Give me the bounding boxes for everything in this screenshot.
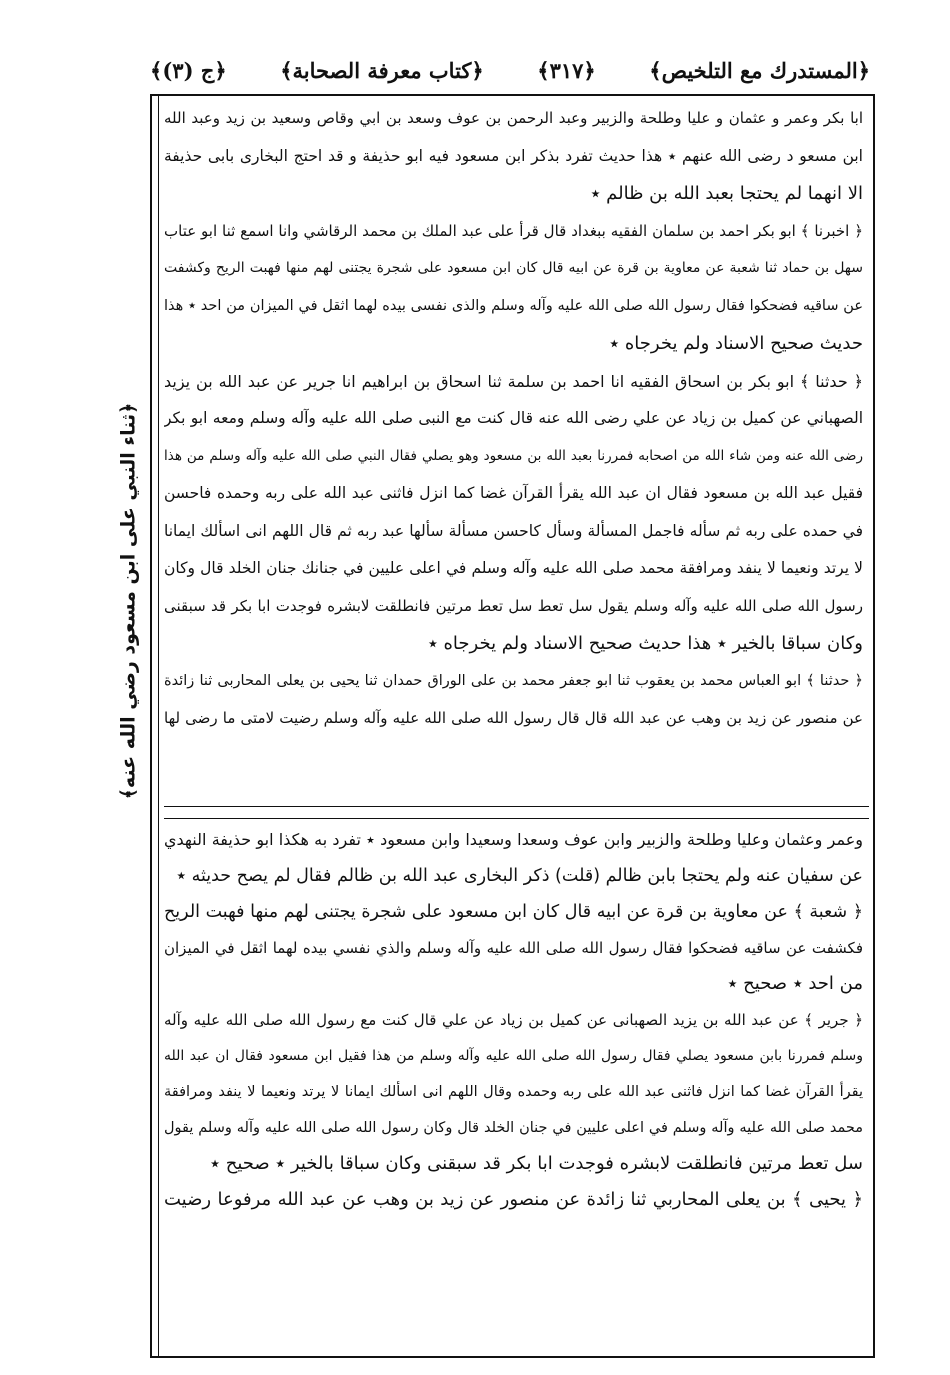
text-line: سل تعط مرتين فانطلقت لابشره فوجدت ابا بكر قد سبقنى وكان سباقا بالخير ٭ صحيح ٭ — [210, 1153, 863, 1174]
text-line: لا يرتد ونعيما لا ينفد ومرافقة محمد صلى الله عليه وآله وسلم في اعلى عليين في جنانك جنان الخلد قال وكان — [164, 559, 863, 577]
margin-heading — [108, 402, 148, 800]
text-line: رسول الله صلى الله عليه وآله وسلم يقول سل تعط سل تعط مرتين فانطلقت لابشره فوجدت ابا بكر قد سبقنى — [164, 596, 863, 615]
volume-label: ﴿ج (٣)﴾ — [150, 57, 227, 83]
summary-paragraph-2 — [164, 894, 863, 1002]
text-line: ﴿ يحيى ﴾ بن يعلى المحاربي ثنا زائدة عن منصور عن زيد بن وهب عن عبد الله مرفوعا رضيت — [164, 1189, 863, 1210]
text-line: ﴿ جرير ﴾ عن عبد الله بن يزيد الصهبانى عن كميل بن زياد عن علي قال كنت مع رسول الله صلى الله عليه وآله — [164, 1011, 863, 1029]
text-frame — [150, 94, 875, 1358]
text-line: عن منصور عن زيد بن وهب عن عبد الله قال قال رسول الله صلى الله عليه وآله وسلم رضيت لامتى ما رضى لها — [164, 709, 863, 727]
summary-paragraph-1 — [164, 822, 863, 894]
text-line: ابن مسعو د رضى الله عنهم ٭ هذا حديث تفرد بذكر ابن مسعود فيه ابو حذيفة و قد احتج البخارى بابى حذيفة — [164, 146, 863, 165]
paragraph-3 — [164, 363, 863, 663]
text-line: من احد ٭ صحيح ٭ — [727, 973, 863, 994]
text-line: ابا بكر وعمر و عثمان و عليا وطلحة والزبير وعبد الرحمن بن عوف وسعد بن ابي وقاص وسعيد بن زيد وعبد الله — [164, 109, 863, 127]
section-divider-thin — [164, 818, 869, 819]
text-line: ﴿ اخبرنا ﴾ ابو بكر احمد بن سلمان الفقيه ببغداد قال قرأ على عبد الملك بن محمد الرقاشي وانا اسمع ثنا ابو عتاب — [164, 221, 863, 240]
text-line: حديث صحيح الاسناد ولم يخرجاه ٭ — [609, 333, 863, 354]
text-line: فقيل عبد الله بن مسعود فقال ان عبد الله يقرأ القرآن غضا كما انزل فاثنى عبد الله على ربه وحمده فاحسن — [164, 484, 863, 502]
text-line: ﴿ حدثنا ﴾ ابو العباس محمد بن يعقوب ثنا ابو جعفر محمد بن على الوراق حمدان ثنا يحيى بن يعلى المحاربى ثنا زائدة — [164, 672, 863, 689]
text-line: يقرأ القرآن غضا كما انزل فاثنى عبد الله على ربه وحمده وقال اللهم انى اسألك ايمانا لا يرتد ونعيما لا ينفد ومرافقة — [164, 1084, 863, 1100]
text-line: الا انهما لم يحتجا بعبد الله بن ظالم ٭ — [590, 183, 863, 204]
main-text — [164, 100, 863, 738]
summary-paragraph-4 — [164, 1182, 863, 1218]
text-line: سهل بن حماد ثنا شعبة عن معاوية بن قرة عن ابيه قال كان ابن مسعود على شجرة يجتنى لهم منها فهبت الريح وكشفت — [164, 260, 863, 276]
text-line: وكان سباقا بالخير ٭ هذا حديث صحيح الاسناد ولم يخرجاه ٭ — [427, 633, 863, 654]
page-number: ﴿٣١٧﴾ — [537, 57, 596, 83]
page-header — [150, 44, 870, 96]
text-line: الصهباني عن كميل بن زياد عن علي رضى الله عنه قال كنت مع النبى صلى الله عليه وآله وسلم ومعه ابو بكر — [164, 409, 863, 427]
summary-paragraph-3 — [164, 1002, 863, 1182]
section-divider — [164, 806, 869, 807]
margin-heading-text: ﴿ثناء النبي على ابن مسعود رضي الله عنه﴾ — [117, 402, 139, 800]
text-line: وعمر وعثمان وعليا وطلحة والزبير وابن عوف وسعدا وسعيدا وابن مسعود ٭ تفرد به هكذا ابو حذيفة النهدي — [164, 830, 863, 849]
text-line: في حمده على ربه ثم سأله فاجمل المسألة وسأل كاحسن مسألة سألها عبد ربه ثم قال اللهم انى اسألك ايمانا — [164, 521, 863, 540]
chapter-title: ﴿كتاب معرفة الصحابة﴾ — [280, 57, 484, 83]
text-line: وسلم فمررنا بابن مسعود يصلي فقال رسول الله صلى الله عليه وآله وسلم من هذا فقيل ابن مسعود فقال ان عبد الله — [164, 1048, 863, 1064]
text-line: محمد صلى الله عليه وآله وسلم في اعلى عليين في جنان الخلد قال وكان رسول الله صلى الله عليه وآله وسلم يقول — [164, 1120, 863, 1136]
summary-text — [164, 822, 863, 1218]
text-line: فكشفت عن ساقيه فضحكوا فقال رسول الله صلى الله عليه وآله وسلم والذي نفسي بيده لهما اثقل في الميزان — [164, 939, 863, 957]
paragraph-2 — [164, 213, 863, 363]
text-line: ﴿ شعبة ﴾ عن معاوية بن قرة عن ابيه قال كان ابن مسعود على شجرة يجتنى لهم منها فهبت الريح — [164, 902, 863, 922]
book-title: ﴿المستدرك مع التلخيص﴾ — [649, 57, 870, 83]
text-line: عن ساقيه فضحكوا فقال رسول الله صلى الله عليه وآله وسلم والذى نفسى بيده لهما اثقل في الميزان من احد ٭ هذا — [164, 297, 863, 314]
paragraph-1 — [164, 100, 863, 213]
text-line: رضى الله عنه ومن شاء الله من اصحابه فمررنا بعبد الله بن مسعود وهو يصلي فقال النبي صلى الله عليه وآله وسلم من هذا — [164, 447, 863, 464]
text-line: ﴿ حدثنا ﴾ ابو بكر بن اسحاق الفقيه انا احمد بن سلمة ثنا اسحاق بن ابراهيم انا جرير عن عبد الله بن يزيد — [164, 371, 863, 391]
text-line: عن سفيان عنه ولم يحتجا بابن ظالم (قلت) ذكر البخارى عبد الله بن ظالم فقال لم يصح حديثه ٭ — [176, 866, 863, 886]
paragraph-4 — [164, 663, 863, 738]
